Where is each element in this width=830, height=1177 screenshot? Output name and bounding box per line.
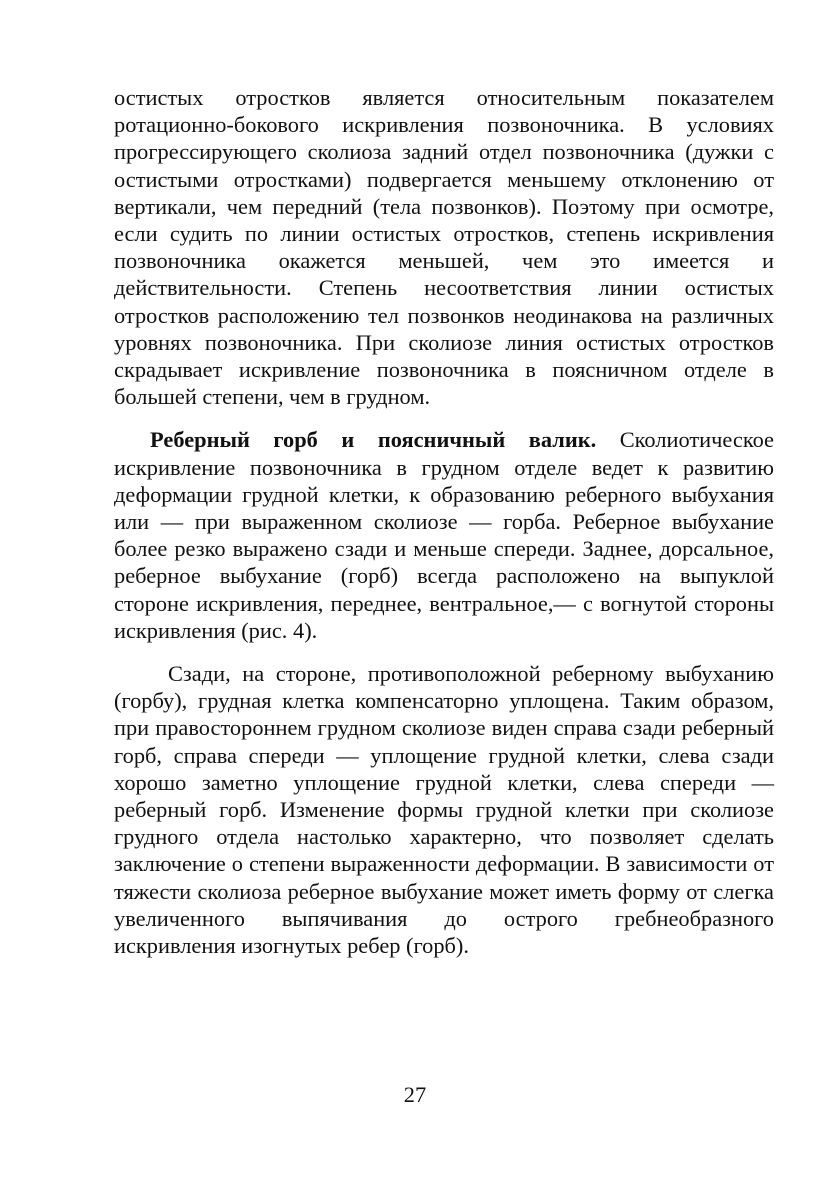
paragraph-spinous-processes: остистых отростков является относительным показателем ротационно-бокового искривления позвоночника. В условиях прогрессирующего сколиоза задний отдел позвоночника (дужки с остистыми отростками) подвергается меньшему отклонению от вертикали, чем передний (тела позвонков). Поэтому при осмотре, если судить по линии остистых отростков, степень искривления позвоночника окажется меньшей, чем это имеется и действительности. Степень несоответствия линии остистых отростков расположению тел позвонков неодинакова на различных уровнях позвоночника. При сколиозе линия остистых отростков скрадывает искривление позвоночника в поясничном отделе в большей степени, чем в грудном.: [114, 85, 774, 410]
page-number: 27: [403, 1082, 427, 1107]
paragraph-rib-hump: [114, 426, 774, 644]
page-body: [114, 84, 774, 959]
section-heading-rib-hump: Реберный горб и поясничный валик.: [150, 427, 597, 453]
paragraph-rib-hump-text: Сколиотическое искривление позвоночника в грудном отделе ведет к развитию деформации грудной клетки, к образованию реберного выбухания или — при выраженном сколиозе — горба. Реберное выбухание более резко выражено сзади и меньше спереди. Заднее, дорсальное, реберное выбухание (горб) всегда расположено на выпуклой стороне искривления, переднее, вентральное,— с вогнутой стороны искривления (рис. 4).: [114, 427, 774, 643]
paragraph-chest-flattening: Сзади, на стороне, противоположной реберному выбуханию (горбу), грудная клетка компенсаторно уплощена. Таким образом, при правостороннем грудном сколиозе виден справа сзади реберный горб, справа спереди — уплощение грудной клетки, слева сзади хорошо заметно уплощение грудной клетки, слева спереди — реберный горб. Изменение формы грудной клетки при сколиозе грудного отдела настолько характерно, что позволяет сделать заключение о степени выраженности деформации. В зависимости от тяжести сколиоза реберное выбухание может иметь форму от слегка увеличенного выпячивания до острого гребнеобразного искривления изогнутых ребер (горб).: [114, 661, 774, 959]
